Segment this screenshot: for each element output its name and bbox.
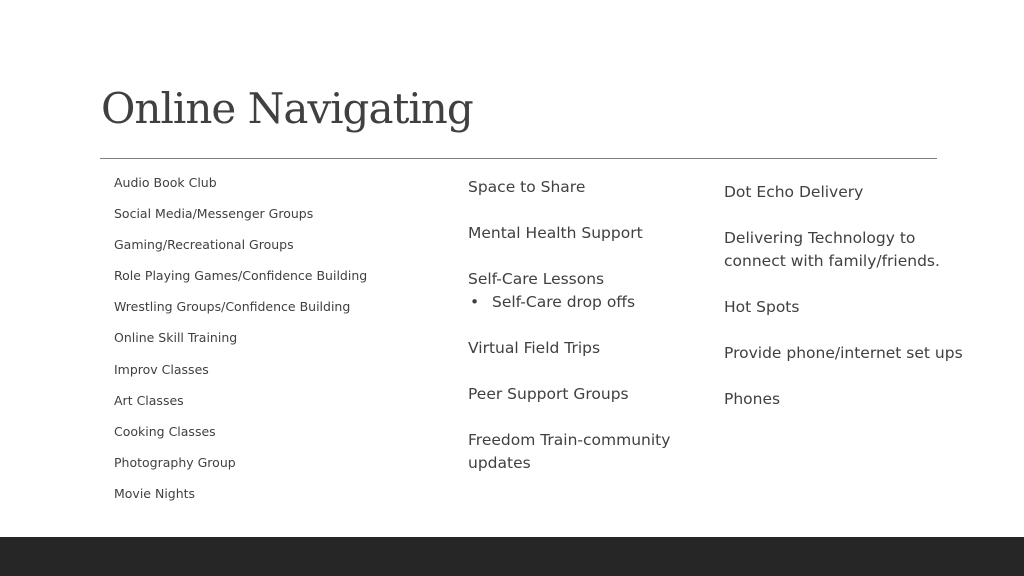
list-item: Art Classes [114, 392, 184, 408]
list-item: Social Media/Messenger Groups [114, 206, 314, 222]
list-item: Wrestling Groups/Confidence Building [114, 299, 351, 315]
title-divider [100, 158, 937, 159]
peer-support-text: Peer Support Groups [468, 385, 629, 403]
delivering-line2: connect with family/friends. [724, 252, 940, 270]
self-care-bullet-item: • Self-Care drop offs [468, 291, 708, 314]
list-item: Gaming/Recreational Groups [114, 237, 294, 253]
list-item: Photography Group [114, 454, 236, 470]
list-item: Online Skill Training [114, 330, 238, 346]
mental-health-text: Mental Health Support [468, 224, 643, 242]
hot-spots-text: Hot Spots [724, 298, 800, 316]
middle-column [468, 176, 708, 475]
phone-setup-text: Provide phone/internet set ups [724, 344, 963, 362]
space-to-share-text: Space to Share [468, 178, 586, 196]
left-column-list [114, 174, 444, 516]
freedom-train-line1: Freedom Train-community [468, 431, 671, 449]
footer-bar [0, 537, 1024, 576]
delivering-line1: Delivering Technology to [724, 229, 916, 247]
list-item: Audio Book Club [114, 175, 217, 190]
page-title: Online Navigating [101, 84, 473, 133]
list-item: Cooking Classes [114, 423, 216, 439]
right-column [724, 181, 984, 411]
freedom-train-line2: updates [468, 454, 531, 472]
list-item: Improv Classes [114, 361, 209, 377]
self-care-text: Self-Care Lessons [468, 270, 605, 288]
dot-echo-text: Dot Echo Delivery [724, 183, 864, 201]
field-trips-text: Virtual Field Trips [468, 339, 601, 357]
list-item: Role Playing Games/Confidence Building [114, 268, 368, 284]
phones-text: Phones [724, 390, 781, 408]
list-item: Movie Nights [114, 485, 196, 501]
